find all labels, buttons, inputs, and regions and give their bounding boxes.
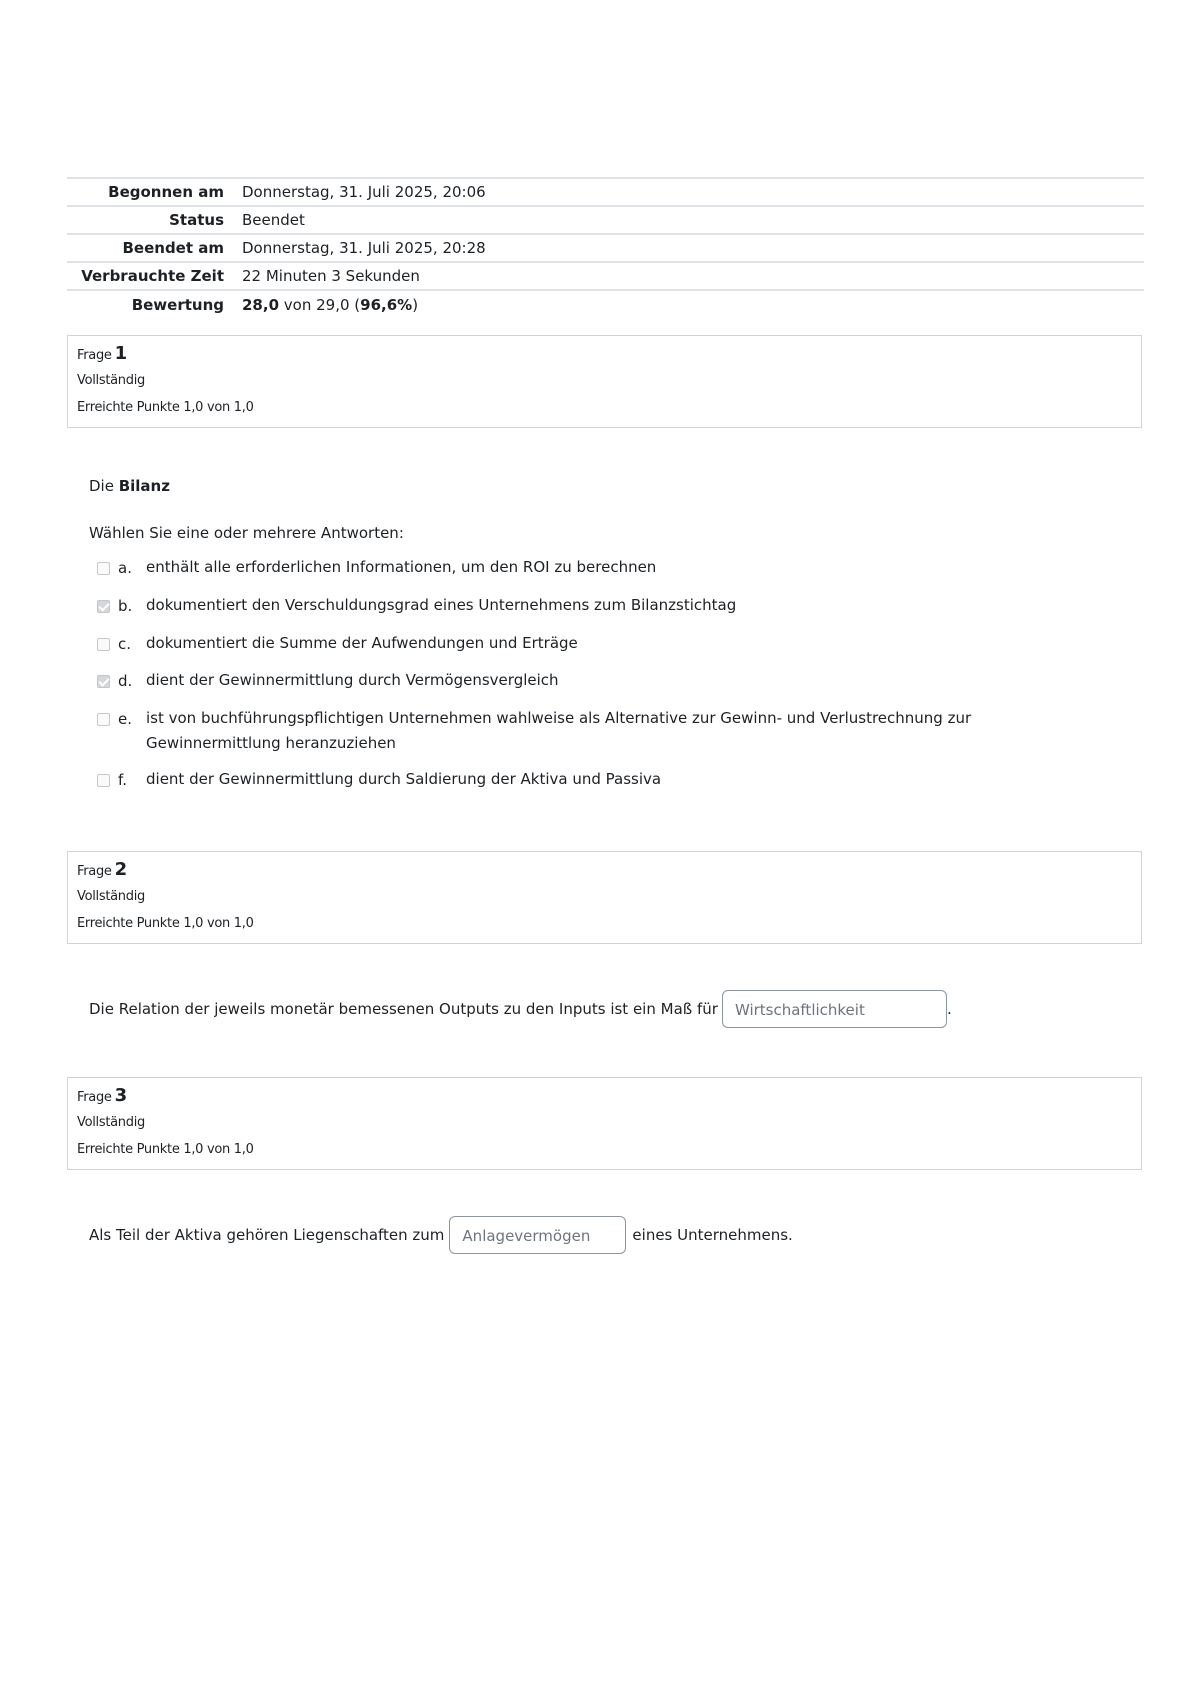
answer-input-q3[interactable]: Anlagevermögen xyxy=(449,1216,626,1254)
question-2-text-before: Die Relation der jeweils monetär bemessenen Outputs zu den Inputs ist ein Maß für xyxy=(89,1000,718,1018)
question-3-info xyxy=(67,1077,1142,1170)
question-2-text xyxy=(89,990,952,1028)
question-2-info xyxy=(67,851,1142,944)
summary-row-status xyxy=(67,206,1144,234)
answer-input-q2[interactable]: Wirtschaftlichkeit xyxy=(722,990,947,1028)
question-mark: Erreichte Punkte 1,0 von 1,0 xyxy=(77,916,254,931)
question-3-text-after: eines Unternehmens. xyxy=(632,1226,793,1244)
question-label: Frage xyxy=(77,348,112,363)
answer-letter: c. xyxy=(118,635,132,653)
answer-text: dokumentiert die Summe der Aufwendungen und Erträge xyxy=(146,634,578,652)
summary-label: Status xyxy=(169,211,224,229)
answer-option-b[interactable] xyxy=(97,597,1086,618)
checkbox-f[interactable] xyxy=(97,774,110,787)
checkbox-c[interactable] xyxy=(97,638,110,651)
checkbox-e[interactable] xyxy=(97,713,110,726)
answer-option-c[interactable] xyxy=(97,635,1086,656)
checkbox-a[interactable] xyxy=(97,562,110,575)
question-state: Vollständig xyxy=(77,889,145,904)
attempt-summary-table xyxy=(67,177,1144,318)
summary-label: Beendet am xyxy=(122,239,224,257)
question-1-prompt: Wählen Sie eine oder mehrere Antworten: xyxy=(89,524,404,542)
summary-row-finished xyxy=(67,234,1144,262)
answer-option-e[interactable] xyxy=(97,710,1086,756)
summary-label: Begonnen am xyxy=(108,183,224,201)
answer-text: dient der Gewinnermittlung durch Vermögensvergleich xyxy=(146,671,559,689)
question-2-text-after: . xyxy=(946,1000,952,1018)
summary-label: Bewertung xyxy=(131,295,224,314)
summary-value: Beendet xyxy=(242,211,305,229)
grade-of: von 29,0 ( xyxy=(279,295,361,314)
answer-letter: d. xyxy=(118,672,133,690)
question-state: Vollständig xyxy=(77,1115,145,1130)
summary-row-time xyxy=(67,262,1144,290)
summary-row-grade xyxy=(67,290,1144,318)
question-mark: Erreichte Punkte 1,0 von 1,0 xyxy=(77,400,254,415)
summary-value: Donnerstag, 31. Juli 2025, 20:06 xyxy=(242,183,486,201)
answer-option-f[interactable] xyxy=(97,771,1086,792)
grade-close: ) xyxy=(412,295,419,314)
answer-text: enthält alle erforderlichen Informationen, um den ROI zu berechnen xyxy=(146,558,657,576)
question-1-keyword: Bilanz xyxy=(118,477,170,495)
checkbox-b[interactable] xyxy=(97,600,110,613)
checkbox-d[interactable] xyxy=(97,675,110,688)
summary-row-started xyxy=(67,178,1144,206)
answer-letter: f. xyxy=(118,771,127,789)
question-label: Frage xyxy=(77,864,112,879)
summary-value: 22 Minuten 3 Sekunden xyxy=(242,267,420,285)
question-number: 3 xyxy=(114,1085,128,1106)
grade-score: 28,0 xyxy=(242,295,280,314)
answer-letter: b. xyxy=(118,597,133,615)
answer-option-d[interactable] xyxy=(97,672,1086,693)
question-mark: Erreichte Punkte 1,0 von 1,0 xyxy=(77,1142,254,1157)
question-1-info xyxy=(67,335,1142,428)
question-label: Frage xyxy=(77,1090,112,1105)
question-number: 1 xyxy=(114,343,128,364)
answer-option-a[interactable] xyxy=(97,559,1086,580)
answer-text: ist von buchführungspflichtigen Unternehmen wahlweise als Alternative zur Gewinn- und Verlustrechnung zur Gewinnermittlung heranzuziehen xyxy=(146,709,972,752)
answer-text: dokumentiert den Verschuldungsgrad eines Unternehmens zum Bilanzstichtag xyxy=(146,596,737,614)
grade-percent: 96,6% xyxy=(360,295,413,314)
answer-letter: a. xyxy=(118,559,132,577)
question-number: 2 xyxy=(114,859,128,880)
answer-text: dient der Gewinnermittlung durch Saldierung der Aktiva und Passiva xyxy=(146,770,662,788)
summary-value: Donnerstag, 31. Juli 2025, 20:28 xyxy=(242,239,486,257)
answer-letter: e. xyxy=(118,710,132,728)
question-state: Vollständig xyxy=(77,373,145,388)
question-3-text xyxy=(89,1216,793,1254)
question-3-text-before: Als Teil der Aktiva gehören Liegenschaften zum xyxy=(89,1226,445,1244)
summary-label: Verbrauchte Zeit xyxy=(81,267,224,285)
grade-value xyxy=(242,290,1144,318)
question-1-text: Die Bilanz xyxy=(89,477,170,495)
